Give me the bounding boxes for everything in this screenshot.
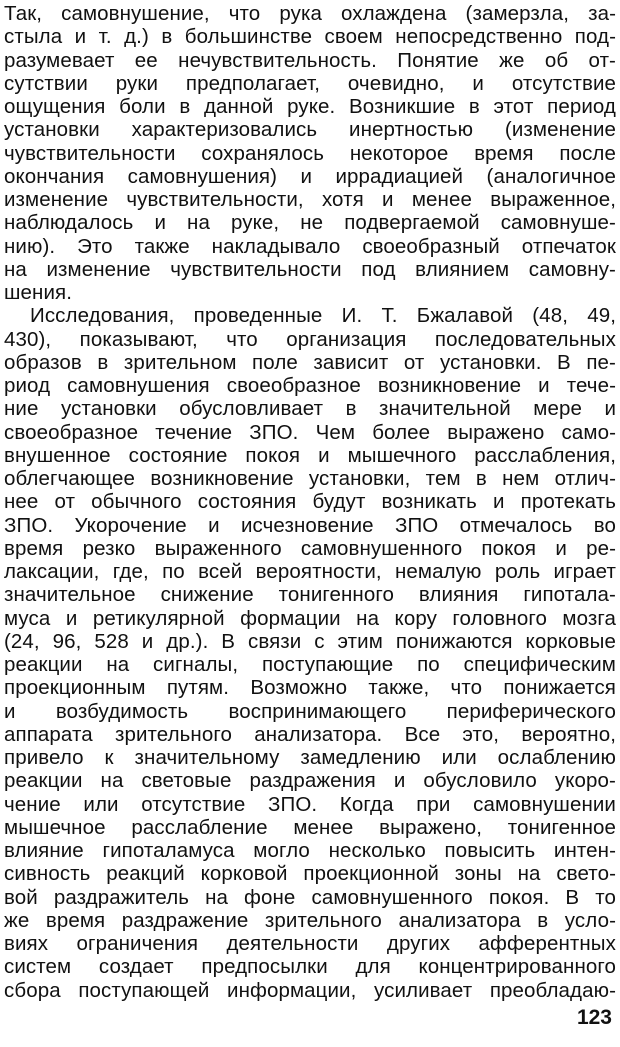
text-line: Так, самовнушение, что рука охлаждена (замерзла, за- <box>4 2 616 25</box>
text-line: привело к значительному замедлению или ослаблению <box>4 746 616 769</box>
text-line: облегчающее возникновение установки, тем в нем отлич- <box>4 467 616 490</box>
text-line: ние установки обусловливает в значительной мере и <box>4 397 616 421</box>
text-line: разумевает ее нечувствительность. Понятие же об от- <box>4 48 616 72</box>
text-line: наблюдалось и на руке, не подвергаемой самовнуше- <box>4 211 616 235</box>
text-line: внушенное состояние покоя и мышечного расслабления, <box>4 443 616 467</box>
text-line: и возбудимость воспринимающего периферического <box>4 699 616 723</box>
text-line: установки характеризовались инертностью (изменение <box>4 118 616 142</box>
text-line: риод самовнушения своеобразное возникновение и тече- <box>4 374 616 397</box>
text-line: сивность реакций корковой проекционной зоны на свето- <box>4 862 616 886</box>
text-line: влияние гипоталамуса могло несколько повысить интен- <box>4 839 616 862</box>
text-line: реакции на световые раздражения и обусловило укоро- <box>4 769 616 793</box>
text-line: Исследования, проведенные И. Т. Бжалавой (48, 49, <box>30 304 616 328</box>
document-body <box>4 2 616 1002</box>
text-line: аппарата зрительного анализатора. Все это, вероятно, <box>4 722 616 746</box>
text-line: реакции на сигналы, поступающие по специфическим <box>4 653 616 676</box>
text-line: чувствительности сохранялось некоторое время после <box>4 141 616 165</box>
text-line: лаксации, где, по всей вероятности, немалую роль играет <box>4 560 616 583</box>
text-line: стыла и т. д.) в большинстве своем непосредственно под- <box>4 25 616 49</box>
text-line: вой раздражитель на фоне самовнушенного покоя. В то <box>4 885 616 909</box>
text-line: виях ограничения деятельности других афферентных <box>4 932 616 955</box>
text-line: сутствии руки предполагает, очевидно, и отсутствие <box>4 71 616 95</box>
text-line: на изменение чувствительности под влиянием самовну- <box>4 257 616 281</box>
text-line: своеобразное течение ЗПО. Чем более выражено само- <box>4 420 616 444</box>
text-line: образов в зрительном поле зависит от установки. В пе- <box>4 350 616 374</box>
text-line: муса и ретикулярной формации на кору головного мозга <box>4 606 616 630</box>
text-line: нее от обычного состояния будут возникать и протекать <box>4 490 616 514</box>
text-line: окончания самовнушения) и иррадиацией (аналогичное <box>4 164 616 188</box>
text-line: 430), показывают, что организация последовательных <box>4 327 616 351</box>
text-line: ЗПО. Укорочение и исчезновение ЗПО отмечалось во <box>4 513 616 537</box>
text-line: (24, 96, 528 и др.). В связи с этим понижаются корковые <box>4 629 616 653</box>
text-line: сбора поступающей информации, усиливает преобладаю- <box>4 978 616 1002</box>
text-line: изменение чувствительности, хотя и менее выраженное, <box>4 188 616 211</box>
text-line: значительное снижение тонигенного влияния гипотала- <box>4 583 616 607</box>
text-line: шения. <box>4 281 73 304</box>
text-line: нию). Это также накладывало своеобразный отпечаток <box>4 234 616 258</box>
text-line: чение или отсутствие ЗПО. Когда при самовнушении <box>4 792 616 816</box>
text-line: время резко выраженного самовнушенного покоя и ре- <box>4 536 616 560</box>
page-number: 123 <box>576 1006 612 1029</box>
text-line: же время раздражение зрительного анализатора в усло- <box>4 908 616 932</box>
text-line: проекционным путям. Возможно также, что понижается <box>4 676 616 700</box>
text-line: ощущения боли в данной руке. Возникшие в этот период <box>4 95 616 118</box>
text-line: мышечное расслабление менее выражено, тонигенное <box>4 815 616 839</box>
text-line: систем создает предпосылки для концентрированного <box>4 955 616 979</box>
